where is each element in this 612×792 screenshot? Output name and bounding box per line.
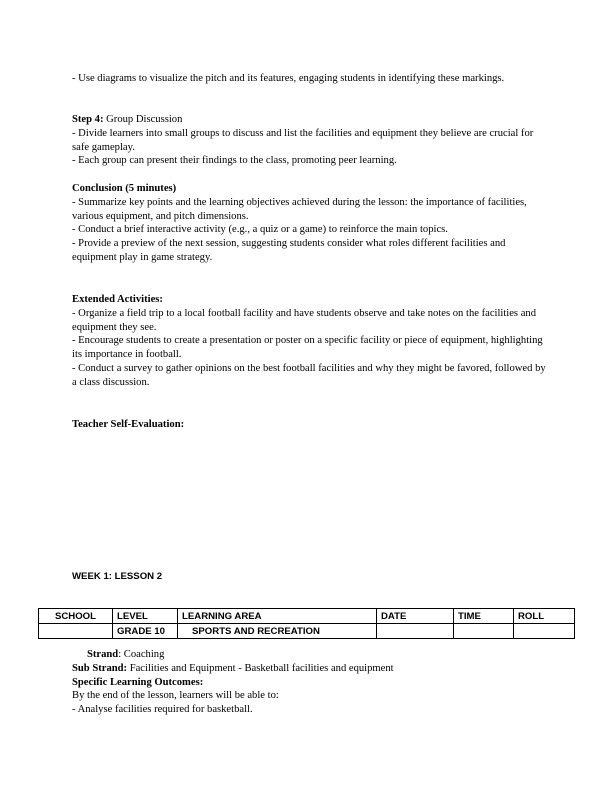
- lesson-info-table: [38, 608, 575, 639]
- slo-item: - Analyse facilities required for basketball.: [72, 704, 253, 716]
- step4-section: [72, 113, 547, 168]
- conclusion-section: [72, 182, 547, 265]
- conclusion-item: - Summarize key points and the learning objectives achieved during the lesson: the importance of facilities, various equipment, and pitch dimensions.: [72, 196, 527, 222]
- extended-activities-heading: Extended Activities:: [72, 294, 163, 305]
- step4-title: Group Discussion: [103, 114, 183, 125]
- table-header-row: [39, 609, 575, 624]
- extended-activity-item: - Conduct a survey to gather opinions on the best football facilities and why they might be favored, followed by a class discussion.: [72, 362, 546, 388]
- step4-label: Step 4:: [72, 114, 104, 125]
- step3-continuation: [72, 72, 547, 86]
- header-time: TIME: [454, 609, 514, 624]
- cell-school: [39, 624, 113, 639]
- slo-heading: Specific Learning Outcomes:: [72, 676, 204, 688]
- header-learning-area: LEARNING AREA: [178, 609, 377, 624]
- step4-item: - Divide learners into small groups to discuss and list the facilities and equipment they believe are crucial for safe gameplay.: [72, 127, 534, 153]
- header-roll: ROLL: [514, 609, 575, 624]
- cell-learning-area: SPORTS AND RECREATION: [178, 624, 377, 639]
- slo-intro: By the end of the lesson, learners will be able to:: [72, 690, 279, 702]
- lesson-details: [72, 648, 547, 717]
- self-evaluation-heading: Teacher Self-Evaluation:: [72, 419, 185, 430]
- conclusion-item: - Conduct a brief interactive activity (e.g., a quiz or a game) to reinforce the main topics.: [72, 224, 448, 236]
- sub-strand-label: Sub Strand:: [72, 662, 128, 674]
- strand-line: [72, 648, 547, 662]
- week-lesson-label: WEEK 1: LESSON 2: [72, 571, 163, 582]
- extended-activities-section: [72, 293, 547, 390]
- step4-heading-line: [72, 113, 547, 127]
- step3-diagram-item: - Use diagrams to visualize the pitch and its features, engaging students in identifying these markings.: [72, 73, 505, 84]
- conclusion-heading: Conclusion (5 minutes): [72, 183, 177, 194]
- header-school: SCHOOL: [39, 609, 113, 624]
- step4-item: - Each group can present their findings to the class, promoting peer learning.: [72, 155, 397, 167]
- cell-roll: [514, 624, 575, 639]
- cell-date: [377, 624, 454, 639]
- strand-label: Strand: [87, 649, 119, 660]
- extended-activity-item: - Organize a field trip to a local football facility and have students observe and take notes on the facilities and equipment they see.: [72, 307, 537, 333]
- table-row: [39, 624, 575, 639]
- sub-strand-value: Facilities and Equipment - Basketball facilities and equipment: [127, 662, 394, 674]
- sub-strand-line: [72, 662, 547, 676]
- self-evaluation-section: [72, 418, 547, 432]
- conclusion-item: - Provide a preview of the next session, suggesting students consider what roles different facilities and equipment play in game strategy.: [72, 238, 506, 263]
- extended-activity-item: - Encourage students to create a presentation or poster on a specific facility or piece of equipment, highlighting its importance in football.: [72, 335, 543, 361]
- header-level: LEVEL: [113, 609, 178, 624]
- cell-time: [454, 624, 514, 639]
- header-date: DATE: [377, 609, 454, 624]
- cell-level: GRADE 10: [113, 624, 178, 639]
- strand-value: : Coaching: [118, 649, 165, 660]
